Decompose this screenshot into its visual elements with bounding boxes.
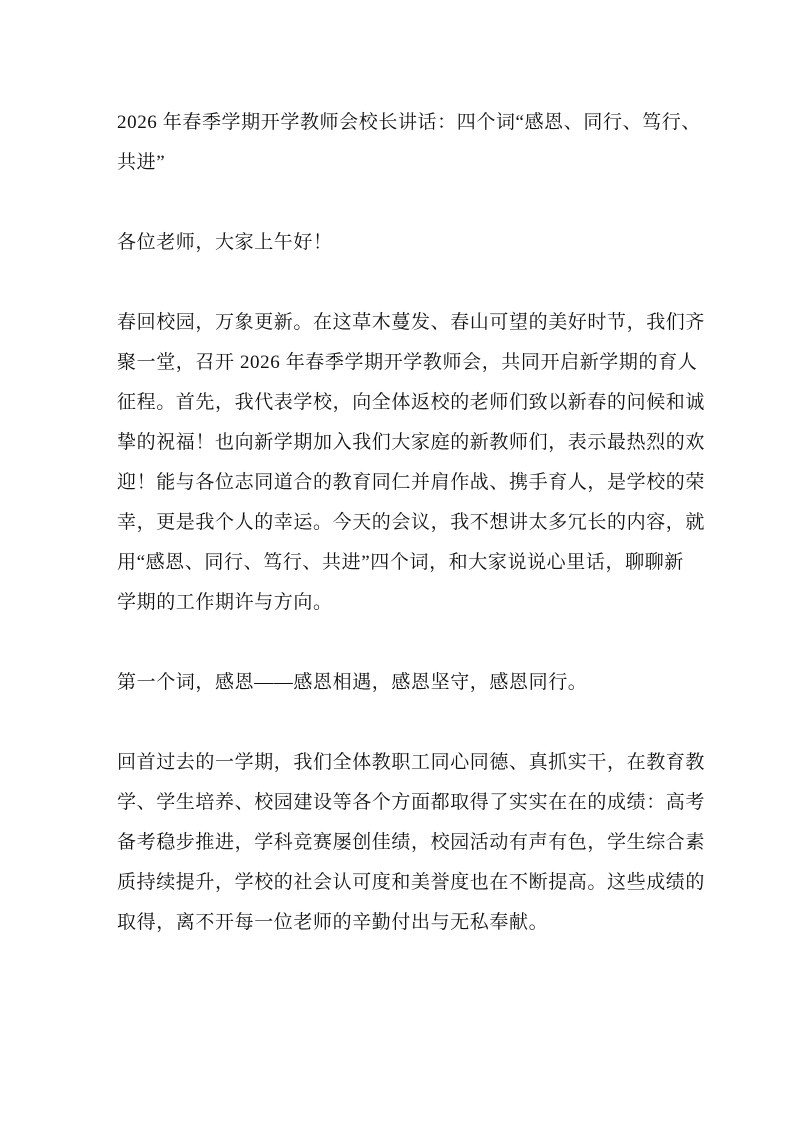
paragraph-line: 用“感恩、同行、笃行、共进”四个词，和大家说说心里话，聊聊新: [117, 552, 684, 573]
paragraph-line: 聚一堂，召开 2026 年春季学期开学教师会，共同开启新学期的育人: [117, 352, 698, 373]
paragraph-line: 取得，离不开每一位老师的辛勤付出与无私奉献。: [117, 912, 549, 933]
paragraph-line: 回首过去的一学期，我们全体教职工同心同德、真抓实干，在教育教: [117, 752, 706, 773]
paragraph-line: 挚的祝福！也向新学期加入我们大家庭的新教师们，表示最热烈的欢: [117, 432, 706, 453]
title-line: 2026 年春季学期开学教师会校长讲话：四个词“感恩、同行、笃行、: [117, 112, 701, 133]
paragraph-line: 学期的工作期许与方向。: [117, 592, 333, 613]
section-heading: 第一个词，感恩——感恩相遇，感恩坚守，感恩同行。: [117, 672, 588, 693]
paragraph-line: 迎！能与各位志同道合的教育同仁并肩作战、携手育人，是学校的荣: [117, 472, 706, 493]
paragraph-line: 春回校园，万象更新。在这草木蔓发、春山可望的美好时节，我们齐: [117, 312, 706, 333]
greeting: 各位老师，大家上午好！: [117, 232, 333, 253]
paragraph-line: 备考稳步推进，学科竞赛屡创佳绩，校园活动有声有色，学生综合素: [117, 832, 706, 853]
paragraph-line: 质持续提升，学校的社会认可度和美誉度也在不断提高。这些成绩的: [117, 872, 706, 893]
paragraph-line: 征程。首先，我代表学校，向全体返校的老师们致以新春的问候和诚: [117, 392, 706, 413]
title-line: 共进”: [117, 152, 166, 173]
paragraph-line: 学、学生培养、校园建设等各个方面都取得了实实在在的成绩：高考: [117, 792, 706, 813]
paragraph-line: 幸，更是我个人的幸运。今天的会议，我不想讲太多冗长的内容，就: [117, 512, 706, 533]
